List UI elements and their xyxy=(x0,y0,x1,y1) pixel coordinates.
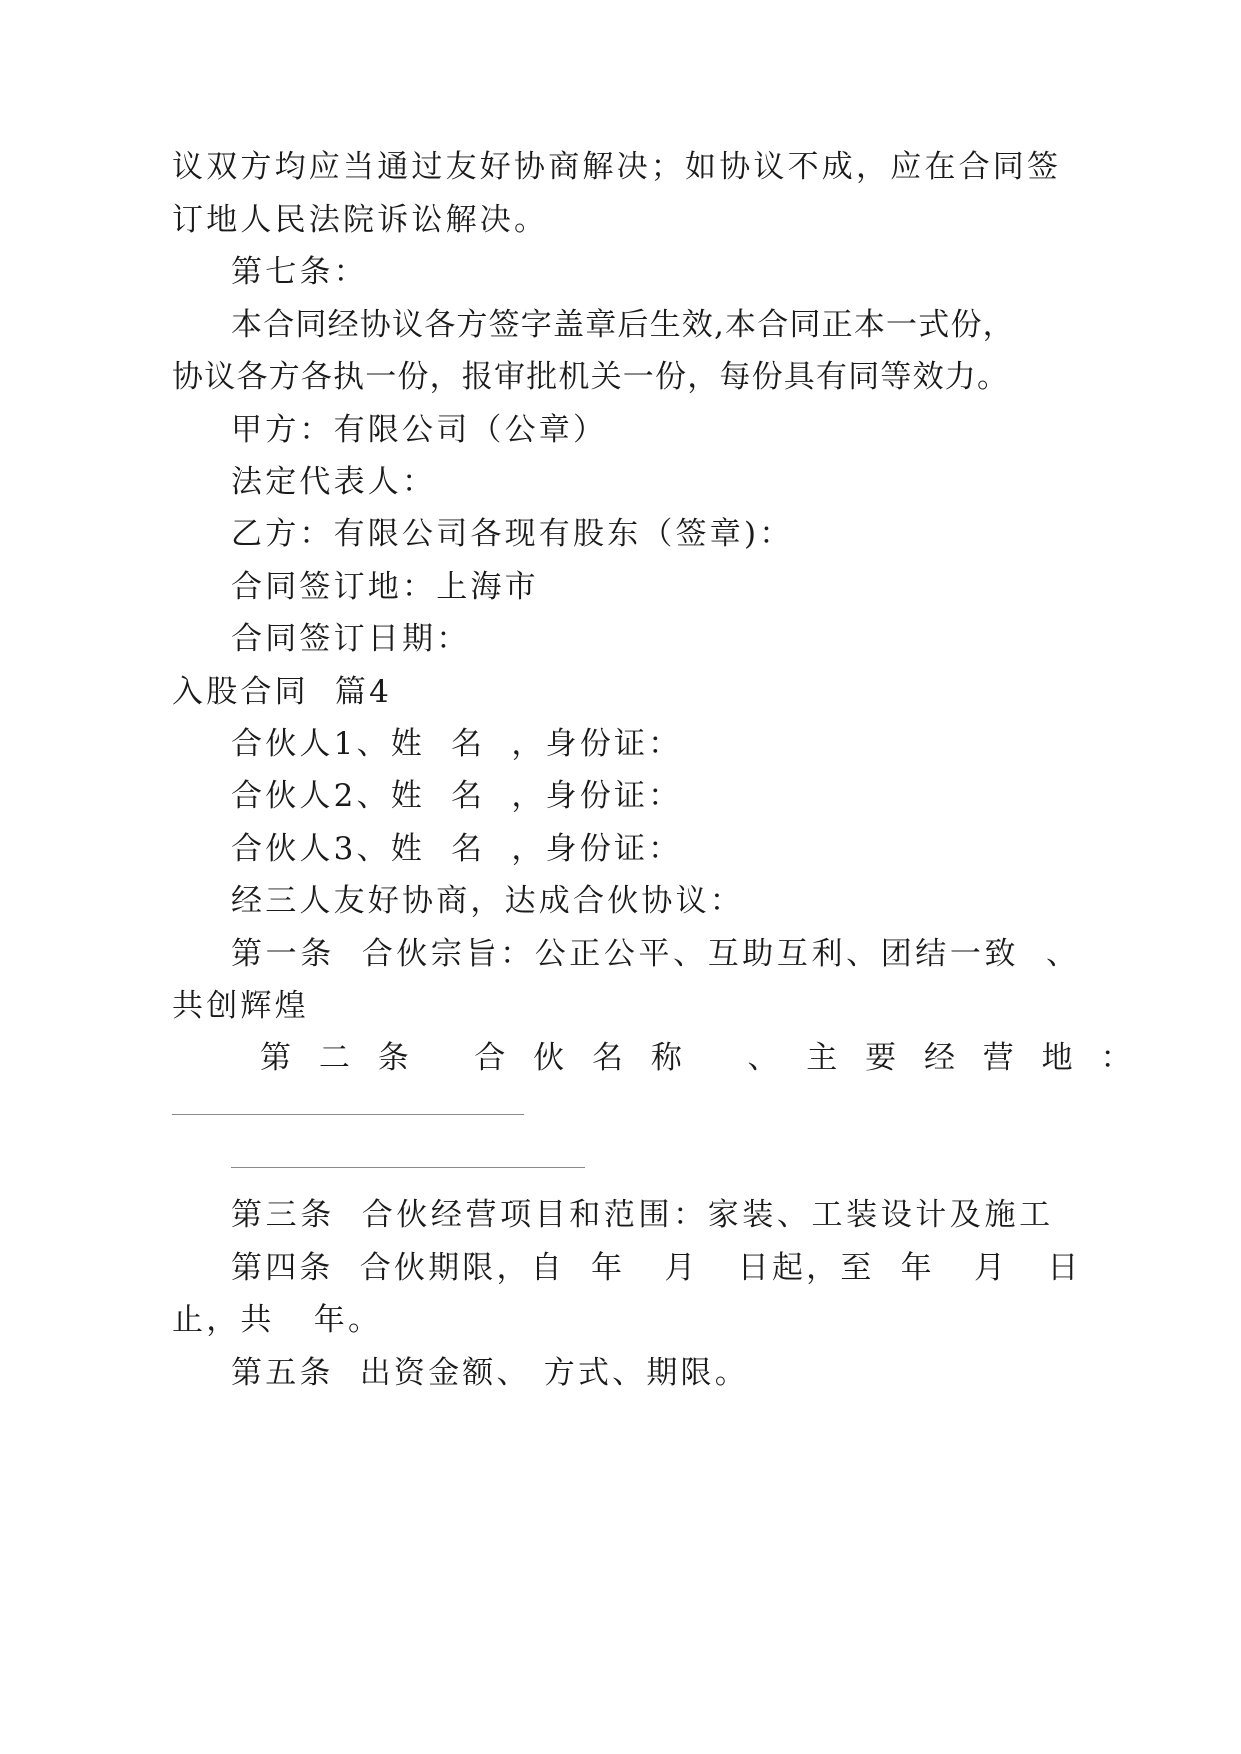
article-1-line: 第一条 合伙宗旨：公正公平、互助互利、团结一致 、 xyxy=(231,936,1081,972)
text-line-4: 本合同经协议各方签字盖章后生效,本合同正本一式份， xyxy=(231,307,1015,343)
article-5-line: 第五条 出资金额、 方式、期限。 xyxy=(231,1355,749,1391)
article-7-heading: 第七条： xyxy=(231,254,368,290)
article-3-line: 第三条 合伙经营项目和范围：家装、工装设计及施工 xyxy=(231,1197,1054,1233)
partner-3-line: 合伙人3、姓 名 ，身份证： xyxy=(231,831,683,867)
party-b-line: 乙方：有限公司各现有股东（签章)： xyxy=(231,516,794,552)
partner-2-line: 合伙人2、姓 名 ，身份证： xyxy=(231,778,683,814)
article-4-line: 第四条 合伙期限，自 年 月 日起，至 年 月 日 xyxy=(231,1250,1082,1286)
signing-place-line: 合同签订地：上海市 xyxy=(231,569,539,605)
text-line-1: 议双方均应当通过友好协商解决；如协议不成，应在合同签 xyxy=(172,149,1062,185)
text-line-2: 订地人民法院诉讼解决。 xyxy=(172,202,549,238)
signing-date-line: 合同签订日期： xyxy=(231,621,471,657)
legal-representative-line: 法定代表人： xyxy=(231,464,437,500)
article-1-continuation: 共创辉煌 xyxy=(172,988,309,1024)
article-2-line: 第 二 条 合 伙 名 称 、 主 要 经 营 地 ： xyxy=(260,1040,1141,1076)
blank-underline-1 xyxy=(172,1114,524,1115)
section-heading: 入股合同 篇4 xyxy=(172,674,393,710)
article-4-continuation: 止，共 年。 xyxy=(172,1302,383,1338)
party-a-line: 甲方：有限公司（公章） xyxy=(231,412,608,448)
text-line-5: 协议各方各执一份，报审批机关一份，每份具有同等效力。 xyxy=(172,359,1010,395)
blank-underline-2 xyxy=(231,1167,585,1168)
agreement-intro-line: 经三人友好协商，达成合伙协议： xyxy=(231,883,744,919)
partner-1-line: 合伙人1、姓 名 ，身份证： xyxy=(231,726,683,762)
